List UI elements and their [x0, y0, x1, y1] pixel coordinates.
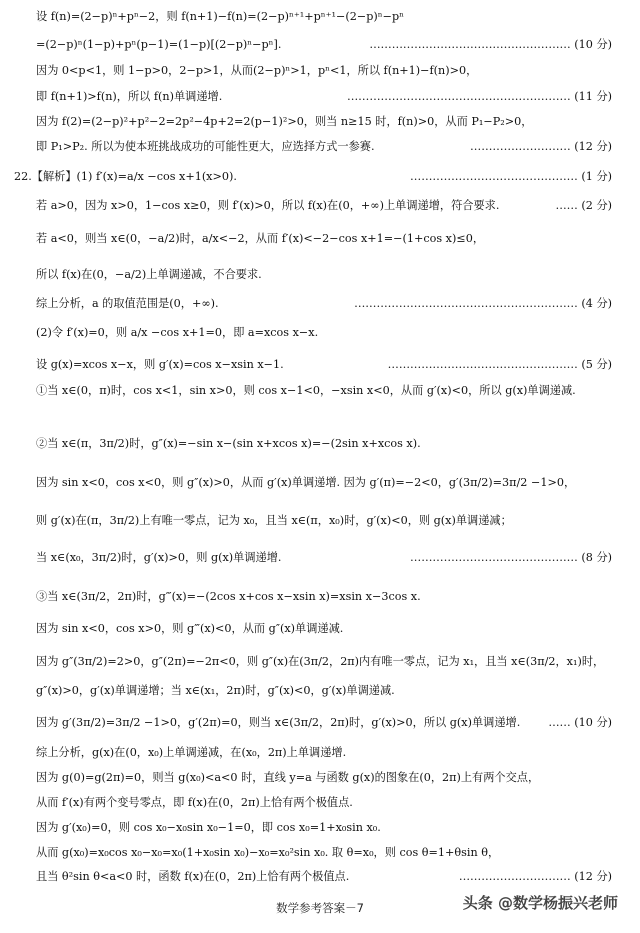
text-line	[36, 514, 626, 528]
line-text: 综上分析，g(x)在(0，x₀)上单调递减，在(x₀，2π)上单调递增.	[36, 746, 347, 759]
line-text: 即 f(n+1)>f(n)，所以 f(n)单调递增.	[36, 90, 223, 103]
text-line	[36, 384, 626, 398]
line-text: 且当 θ²sin θ<a<0 时，函数 f(x)在(0，2π)上恰有两个极值点.	[36, 870, 350, 883]
line-text: 因为 sin x<0，cos x<0，则 g″(x)>0，从而 g′(x)单调递增. 因为 g′(π)=−2<0，g′(3π/2)=3π/2 −1>0，	[36, 476, 576, 489]
line-text: 22.【解析】(1) f′(x)=a/x −cos x+1(x>0).	[14, 170, 237, 183]
score-marker: ……………………………………… (8 分)	[410, 551, 612, 564]
text-line	[36, 821, 626, 835]
line-text: 即 P₁>P₂. 所以为使本班挑战成功的可能性更大，应选择方式一参赛.	[36, 140, 375, 153]
line-text: 设 g(x)=xcos x−x，则 g′(x)=cos x−xsin x−1.	[36, 358, 284, 371]
text-line	[36, 870, 626, 884]
text-line	[36, 199, 626, 213]
text-line	[36, 10, 626, 24]
text-line	[36, 590, 626, 604]
line-text: (2)令 f′(x)=0，则 a/x −cos x+1=0，即 a=xcos x−x.	[36, 326, 319, 339]
line-text: 当 x∈(x₀，3π/2)时，g′(x)>0，则 g(x)单调递增.	[36, 551, 282, 564]
text-line	[36, 64, 626, 78]
score-marker: …… (10 分)	[548, 716, 612, 729]
text-line	[36, 358, 626, 372]
text-line	[36, 232, 626, 246]
text-line	[36, 746, 626, 760]
text-line	[36, 684, 626, 698]
score-marker: …………………………………………………… (4 分)	[354, 297, 612, 310]
line-text: 所以 f(x)在(0，−a/2)上单调递减，不合要求.	[36, 268, 262, 281]
page-footer: 数学参考答案－7	[276, 901, 364, 915]
line-text: =(2−p)ⁿ(1−p)+pⁿ(p−1)=(1−p)[(2−p)ⁿ−pⁿ].	[36, 38, 282, 51]
text-line	[36, 268, 626, 282]
line-text: ②当 x∈(π，3π/2)时，g″(x)=−sin x−(sin x+xcos x)=−(2sin x+xcos x).	[36, 437, 421, 450]
line-text: 若 a<0，则当 x∈(0，−a/2)时，a/x<−2，从而 f′(x)<−2−cos x+1=−(1+cos x)≤0，	[36, 232, 485, 245]
text-line	[14, 170, 626, 184]
text-line	[36, 437, 626, 451]
line-text: 因为 g(0)=g(2π)=0，则当 g(x₀)<a<0 时，直线 y=a 与函数 g(x)的图象在(0，2π)上有两个交点，	[36, 771, 540, 784]
text-line	[36, 140, 626, 154]
text-line	[36, 622, 626, 636]
text-line	[36, 796, 626, 810]
score-marker: …………………………………………… (5 分)	[387, 358, 612, 371]
line-text: 设 f(n)=(2−p)ⁿ+pⁿ−2，则 f(n+1)−f(n)=(2−p)ⁿ⁺¹+pⁿ⁺¹−(2−p)ⁿ−pⁿ	[36, 10, 404, 23]
line-text: g″(x)>0，g′(x)单调递增；当 x∈(x₁，2π)时，g″(x)<0，g′(x)单调递减.	[36, 684, 395, 697]
score-marker: ……………………………………… (1 分)	[410, 170, 612, 183]
score-marker: ………………………… (12 分)	[458, 870, 612, 883]
score-marker: …………………………………………………… (11 分)	[346, 90, 612, 103]
line-text: 若 a>0，因为 x>0，1−cos x≥0，则 f′(x)>0，所以 f(x)在(0，+∞)上单调递增，符合要求.	[36, 199, 500, 212]
line-text: ③当 x∈(3π/2，2π)时，g‴(x)=−(2cos x+cos x−xsin x)=xsin x−3cos x.	[36, 590, 421, 603]
line-text: 因为 0<p<1，则 1−p>0，2−p>1，从而(2−p)ⁿ>1，pⁿ<1，所以 f(n+1)−f(n)>0，	[36, 64, 478, 77]
watermark: 头条 @数学杨振兴老师	[462, 894, 618, 912]
score-marker: …… (2 分)	[555, 199, 612, 212]
text-line	[36, 326, 626, 340]
line-text: 从而 g(x₀)=x₀cos x₀−x₀=x₀(1+x₀sin x₀)−x₀=x₀²sin x₀. 取 θ=x₀，则 cos θ=1+θsin θ，	[36, 846, 500, 859]
text-line	[36, 655, 626, 669]
text-line	[36, 551, 626, 565]
line-text: 综上分析，a 的取值范围是(0，+∞).	[36, 297, 219, 310]
line-text: 因为 g′(3π/2)=3π/2 −1>0，g′(2π)=0，则当 x∈(3π/2，2π)时，g′(x)>0，所以 g(x)单调递增.	[36, 716, 521, 729]
text-line	[36, 115, 626, 129]
line-text: 则 g′(x)在(π，3π/2)上有唯一零点，记为 x₀，且当 x∈(π，x₀)时，g′(x)<0，则 g(x)单调递减；	[36, 514, 512, 527]
line-text: 从而 f′(x)有两个变号零点，即 f(x)在(0，2π)上恰有两个极值点.	[36, 796, 353, 809]
line-text: 因为 sin x<0，cos x>0，则 g‴(x)<0，从而 g″(x)单调递减.	[36, 622, 344, 635]
line-text: 因为 g′(x₀)=0，则 cos x₀−x₀sin x₀−1=0，即 cos x₀=1+x₀sin x₀.	[36, 821, 381, 834]
text-line	[36, 846, 626, 860]
text-line	[36, 716, 626, 730]
line-text: 因为 g″(3π/2)=2>0，g″(2π)=−2π<0，则 g″(x)在(3π/2，2π)内有唯一零点，记为 x₁，且当 x∈(3π/2，x₁)时，	[36, 655, 605, 668]
text-line	[36, 90, 626, 104]
score-marker: ……………………………………………… (10 分)	[369, 38, 612, 51]
line-text: ①当 x∈(0，π)时，cos x<1，sin x>0，则 cos x−1<0，−xsin x<0，从而 g′(x)<0，所以 g(x)单调递减.	[36, 384, 576, 397]
text-line	[36, 297, 626, 311]
text-line	[36, 476, 626, 490]
text-line	[36, 771, 626, 785]
line-text: 因为 f(2)=(2−p)²+p²−2=2p²−4p+2=2(p−1)²>0，则当 n≥15 时，f(n)>0，从而 P₁−P₂>0，	[36, 115, 533, 128]
text-line	[36, 38, 626, 52]
score-marker: ……………………… (12 分)	[470, 140, 612, 153]
